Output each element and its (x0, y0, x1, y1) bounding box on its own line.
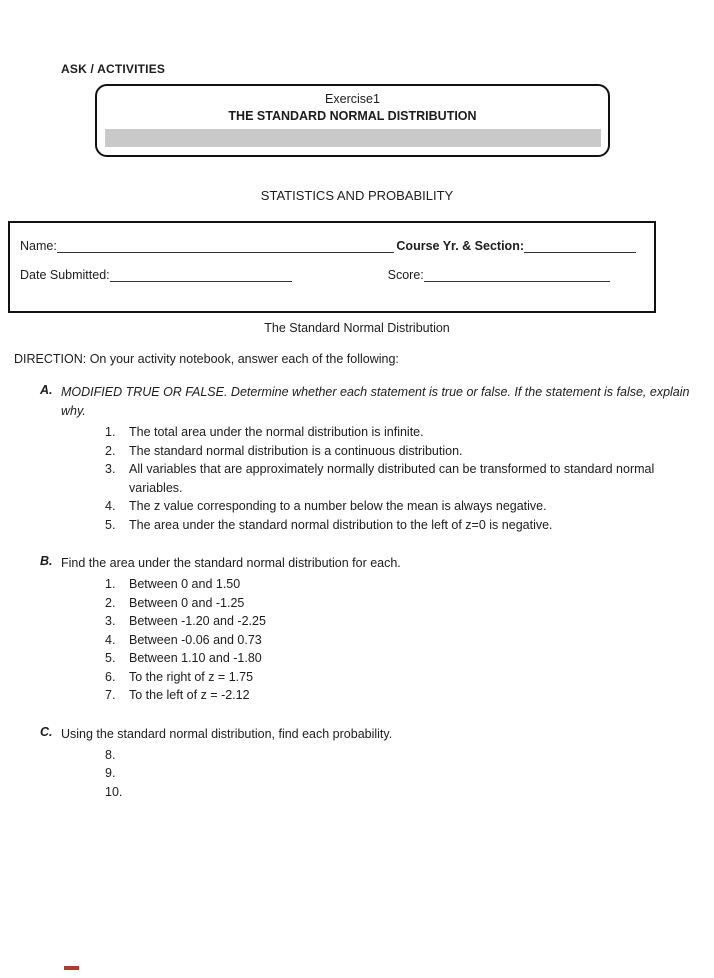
item-number: 4. (105, 632, 116, 647)
section-c-items (105, 746, 700, 802)
item-number: 3. (105, 614, 116, 628)
section-b-label: B. (40, 554, 53, 568)
item-text: To the right of z = 1.75 (129, 669, 254, 684)
item-text: The total area under the normal distribution is infinite. (129, 425, 424, 439)
section-a-items (105, 423, 700, 534)
item-number: 2. (105, 595, 116, 610)
section-a (40, 383, 700, 534)
item-number: 5. (105, 517, 116, 532)
list-item (105, 686, 700, 705)
section-c-label: C. (40, 724, 53, 739)
item-number: 2. (105, 443, 116, 458)
form-row-name (20, 235, 642, 253)
course-label: Course Yr. & Section: (396, 239, 524, 253)
list-item (105, 631, 700, 650)
exercise-title-box (95, 84, 610, 157)
red-page-mark (64, 966, 79, 970)
section-b (40, 554, 700, 705)
activities-header: ASK / ACTIVITIES (61, 62, 166, 76)
name-label: Name: (20, 239, 57, 253)
subject-title: STATISTICS AND PROBABILITY (260, 188, 454, 203)
item-number: 4. (105, 499, 116, 513)
section-c-head (40, 725, 700, 744)
name-line (57, 239, 395, 253)
item-text: To the left of z = -2.12 (129, 688, 250, 702)
section-a-intro: MODIFIED TRUE OR FALSE. Determine whether each statement is true or false. If the statement is false, explain why. (61, 385, 690, 418)
item-text (129, 746, 700, 765)
direction-text: DIRECTION: On your activity notebook, answer each of the following: (14, 352, 399, 366)
item-text (129, 764, 700, 783)
item-number: 3. (105, 462, 116, 476)
section-a-label: A. (40, 383, 53, 397)
list-item (105, 649, 700, 668)
item-text (129, 783, 700, 802)
item-text: Between 0 and -1.25 (129, 595, 245, 610)
list-item (105, 497, 700, 516)
item-number: 6. (105, 669, 116, 684)
item-number: 7. (105, 688, 116, 702)
exercise-title: THE STANDARD NORMAL DISTRIBUTION (228, 109, 477, 123)
item-number: 9. (105, 766, 116, 780)
worksheet-title: The Standard Normal Distribution (264, 321, 450, 335)
item-text: Between -0.06 and 0.73 (129, 632, 262, 647)
list-item (105, 668, 700, 687)
gray-highlight-bar (105, 129, 601, 147)
item-number: 8. (105, 747, 116, 762)
score-label: Score: (387, 268, 424, 282)
score-line (424, 268, 610, 282)
item-text: The area under the standard normal distribution to the left of z=0 is negative. (129, 517, 553, 532)
list-item (105, 612, 700, 631)
item-number: 5. (105, 651, 116, 665)
list-item (105, 746, 700, 765)
list-item (105, 442, 700, 461)
list-item (105, 460, 700, 497)
item-text: The standard normal distribution is a continuous distribution. (129, 443, 463, 458)
section-b-items (105, 575, 700, 705)
form-row-date-score (20, 264, 642, 282)
item-text: All variables that are approximately normally distributed can be transformed to standard normal variables. (129, 462, 655, 495)
item-number: 10. (105, 784, 123, 799)
date-submitted-label: Date Submitted: (20, 268, 110, 282)
item-number: 1. (105, 577, 116, 591)
item-number: 1. (105, 425, 116, 439)
course-line (524, 239, 636, 253)
list-item (105, 783, 700, 802)
list-item (105, 764, 700, 783)
item-text: The z value corresponding to a number below the mean is always negative. (129, 499, 547, 513)
list-item (105, 423, 700, 442)
sections-container (40, 383, 700, 821)
section-a-head (40, 383, 700, 421)
list-item (105, 516, 700, 535)
section-b-intro: Find the area under the standard normal distribution for each. (61, 556, 401, 570)
list-item (105, 594, 700, 613)
section-c-intro: Using the standard normal distribution, find each probability. (61, 726, 393, 741)
section-c (40, 725, 700, 802)
exercise-number: Exercise1 (325, 92, 380, 106)
item-text: Between 1.10 and -1.80 (129, 651, 262, 665)
item-text: Between -1.20 and -2.25 (129, 614, 266, 628)
date-line (110, 268, 292, 282)
item-text: Between 0 and 1.50 (129, 577, 241, 591)
student-info-box (8, 221, 656, 313)
section-b-head (40, 554, 700, 573)
list-item (105, 575, 700, 594)
